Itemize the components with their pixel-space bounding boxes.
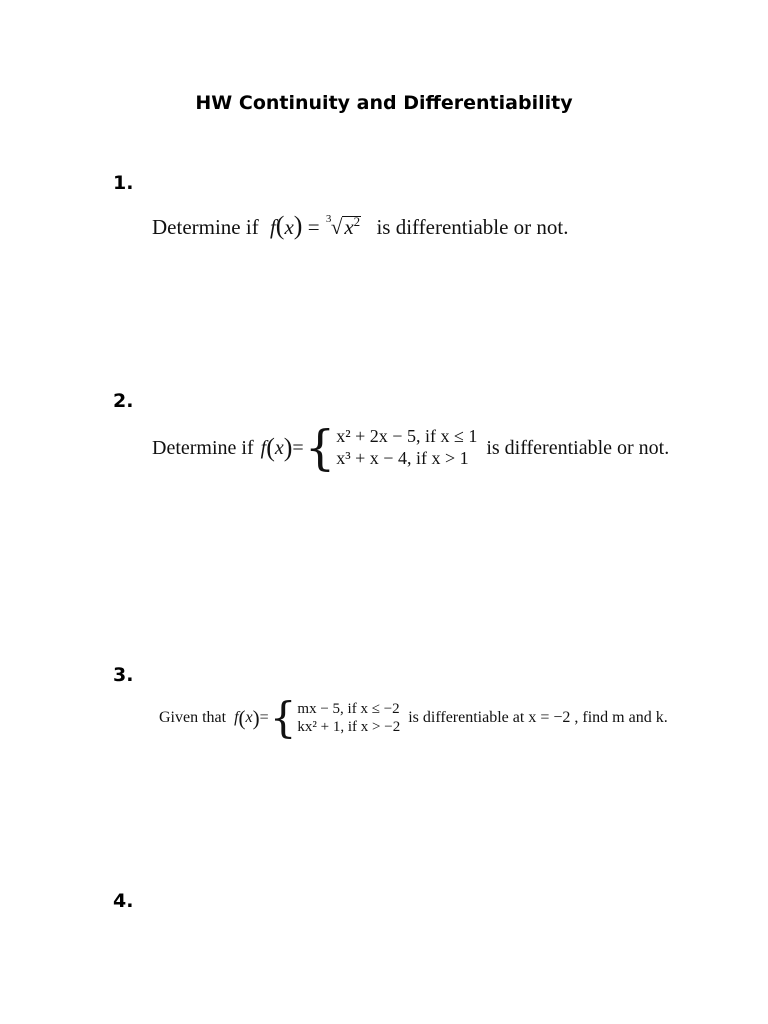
question-1-function-name: f [269, 215, 276, 239]
question-2-problem: Determine if f ( x ) = { x² + 2x − 5, if x ≤ 1 x³ + x − 4, if x > 1 is differentiable or not. [152, 420, 670, 476]
question-1-problem: Determine if f(x) = 3 $√x^2$ is differentiable or not. [152, 211, 569, 240]
question-3-function-name: f [234, 709, 239, 726]
question-1-variable: x [284, 215, 294, 239]
question-3-variable: x [245, 709, 253, 726]
question-1-radicand-power: 2 [353, 214, 361, 229]
question-3-case-1: mx − 5, if x ≤ −2 [297, 701, 400, 717]
question-2-prefix: Determine if [152, 436, 254, 459]
question-2-function-name: f [260, 436, 267, 459]
question-1-radicand: x [344, 215, 354, 239]
question-3-suffix: is differentiable at x = −2 , find m and k. [408, 709, 668, 726]
question-3-brace: { [269, 693, 297, 742]
question-2-suffix: is differentiable or not. [486, 436, 670, 459]
question-1-suffix: is differentiable or not. [376, 215, 569, 239]
question-2-brace: { [304, 420, 336, 476]
question-1-radical: 3 $√x^2$ [325, 213, 361, 239]
question-2-case-2: x³ + x − 4, if x > 1 [336, 448, 469, 468]
question-2-case-1: x² + 2x − 5, if x ≤ 1 [336, 426, 478, 447]
question-3-problem: Given that f ( x ) = { mx − 5, if x ≤ −2 kx² + 1, if x > −2 is differentiable at x = −2 , find m and k. [159, 693, 668, 742]
question-2-number: 2. [113, 390, 134, 412]
question-2-cases [336, 426, 477, 469]
page-title: HW Continuity and Differentiability [195, 92, 573, 114]
question-3-number: 3. [113, 664, 134, 686]
question-1-prefix: Determine if [152, 215, 259, 239]
question-3-case-2: kx² + 1, if x > −2 [297, 719, 401, 735]
question-4-number: 4. [113, 890, 134, 912]
question-1-number: 1. [113, 172, 134, 194]
question-1-root-index: 3 [325, 213, 332, 225]
question-2-variable: x [274, 436, 284, 459]
question-3-cases [297, 700, 400, 736]
question-3-prefix: Given that [159, 709, 227, 726]
